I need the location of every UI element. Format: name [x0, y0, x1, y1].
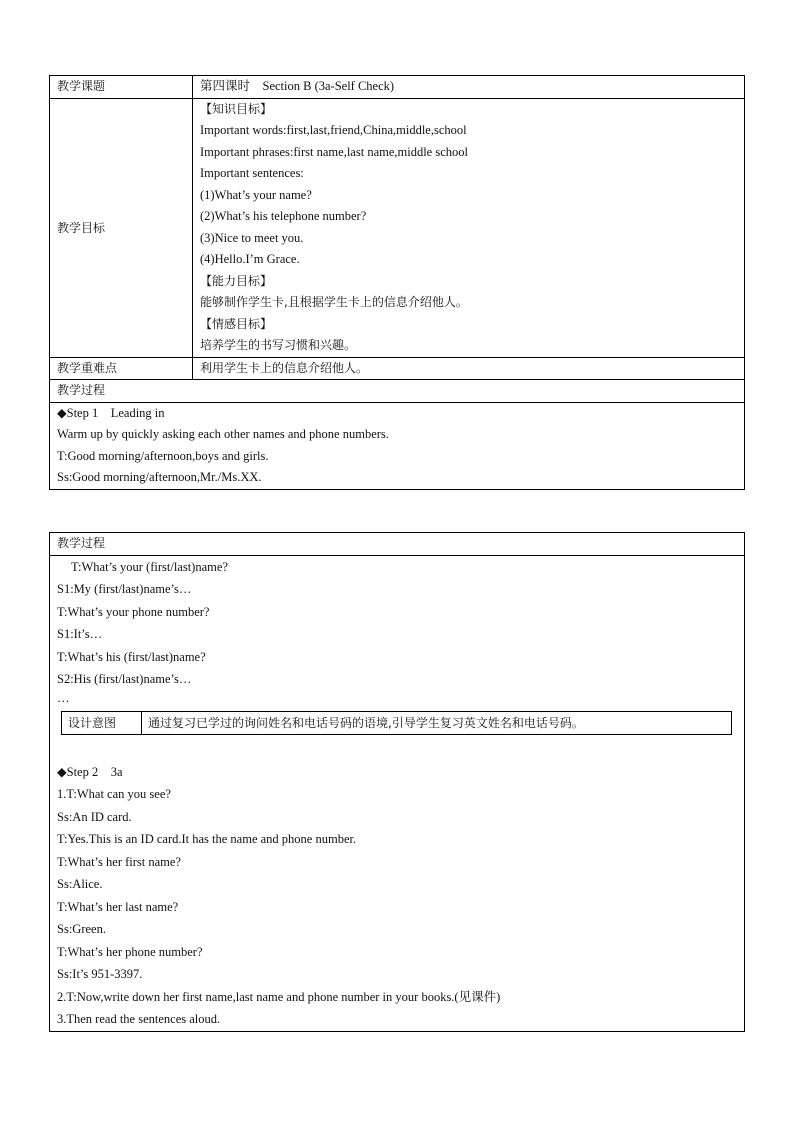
step2-line: Ss:An ID card. [57, 809, 132, 824]
goal-line: (1)What’s your name? [200, 187, 312, 202]
goal-row [50, 99, 744, 358]
dialogue-line: S1:My (first/last)name’s… [57, 582, 192, 596]
topic-label: 教学课题 [50, 76, 193, 98]
goal-line: Important sentences: [200, 166, 304, 180]
goal-heading-emotion: 【情感目标】 [200, 316, 273, 331]
dialogue-line: S2:His (first/last)name’s… [57, 672, 192, 686]
goal-line: Important words:first,last,friend,China,middle,school [200, 123, 467, 137]
lesson-plan-table-1 [49, 75, 745, 490]
process-header-row [50, 380, 744, 403]
process-label: 教学过程 [57, 383, 106, 397]
dialogue-line: T:What’s your phone number? [57, 604, 210, 619]
goal-line: (2)What’s his telephone number? [200, 209, 367, 223]
lesson-plan-table-2 [49, 532, 745, 1032]
process-label: 教学过程 [57, 536, 106, 550]
process-line: Warm up by quickly asking each other names and phone numbers. [57, 427, 389, 441]
step2-line: T:Yes.This is an ID card.It has the name and phone number. [57, 832, 357, 846]
step2-line: 3.Then read the sentences aloud. [57, 1012, 221, 1026]
step2-line: T:What’s her last name? [57, 899, 179, 914]
design-intent-label: 设计意图 [62, 712, 142, 734]
process-content-row [50, 556, 744, 1031]
spacer [57, 739, 744, 761]
step2-line: T:What’s her phone number? [57, 944, 203, 959]
step2-line: 1.T:What can you see? [57, 787, 171, 801]
dialogue-line: T:What’s your (first/last)name? [71, 559, 228, 574]
key-row [50, 358, 744, 381]
goal-label: 教学目标 [50, 99, 193, 357]
goal-line: (3)Nice to meet you. [200, 230, 304, 245]
step1-heading: ◆Step 1 Leading in [57, 405, 165, 420]
step2-line: Ss:Green. [57, 922, 106, 936]
goal-content [193, 99, 744, 357]
process-content [50, 556, 744, 1031]
step2-line: Ss:Alice. [57, 877, 103, 891]
goal-line: 培养学生的书写习惯和兴趣。 [200, 338, 357, 352]
process-line: Ss:Good morning/afternoon,Mr./Ms.XX. [57, 470, 262, 484]
goal-line: Important phrases:first name,last name,middle school [200, 144, 468, 159]
dialogue-ellipsis: … [57, 690, 70, 705]
goal-line: 能够制作学生卡,且根据学生卡上的信息介绍他人。 [200, 295, 468, 309]
step2-line: Ss:It’s 951-3397. [57, 967, 143, 981]
process-header-row [50, 533, 744, 556]
dialogue-line: T:What’s his (first/last)name? [57, 649, 206, 664]
step2-line: 2.T:Now,write down her first name,last name and phone number in your books.(见课件) [57, 989, 501, 1004]
goal-heading-knowledge: 【知识目标】 [200, 101, 273, 116]
step2-heading: ◆Step 2 3a [57, 764, 123, 779]
topic-row [50, 76, 744, 99]
goal-line: (4)Hello.I’m Grace. [200, 252, 300, 266]
process-content-row [50, 403, 744, 489]
step2-line: T:What’s her first name? [57, 854, 181, 869]
process-content [50, 403, 744, 489]
dialogue-line: S1:It’s… [57, 627, 103, 641]
process-line: T:Good morning/afternoon,boys and girls. [57, 448, 269, 463]
design-intent-value: 通过复习已学过的询问姓名和电话号码的语境,引导学生复习英文姓名和电话号码。 [148, 715, 584, 730]
design-intent-box [61, 711, 732, 735]
goal-heading-ability: 【能力目标】 [200, 273, 273, 288]
topic-value: 第四课时 Section B (3a-Self Check) [200, 79, 395, 93]
key-label: 教学重难点 [50, 358, 193, 380]
key-value: 利用学生卡上的信息介绍他人。 [200, 360, 369, 375]
